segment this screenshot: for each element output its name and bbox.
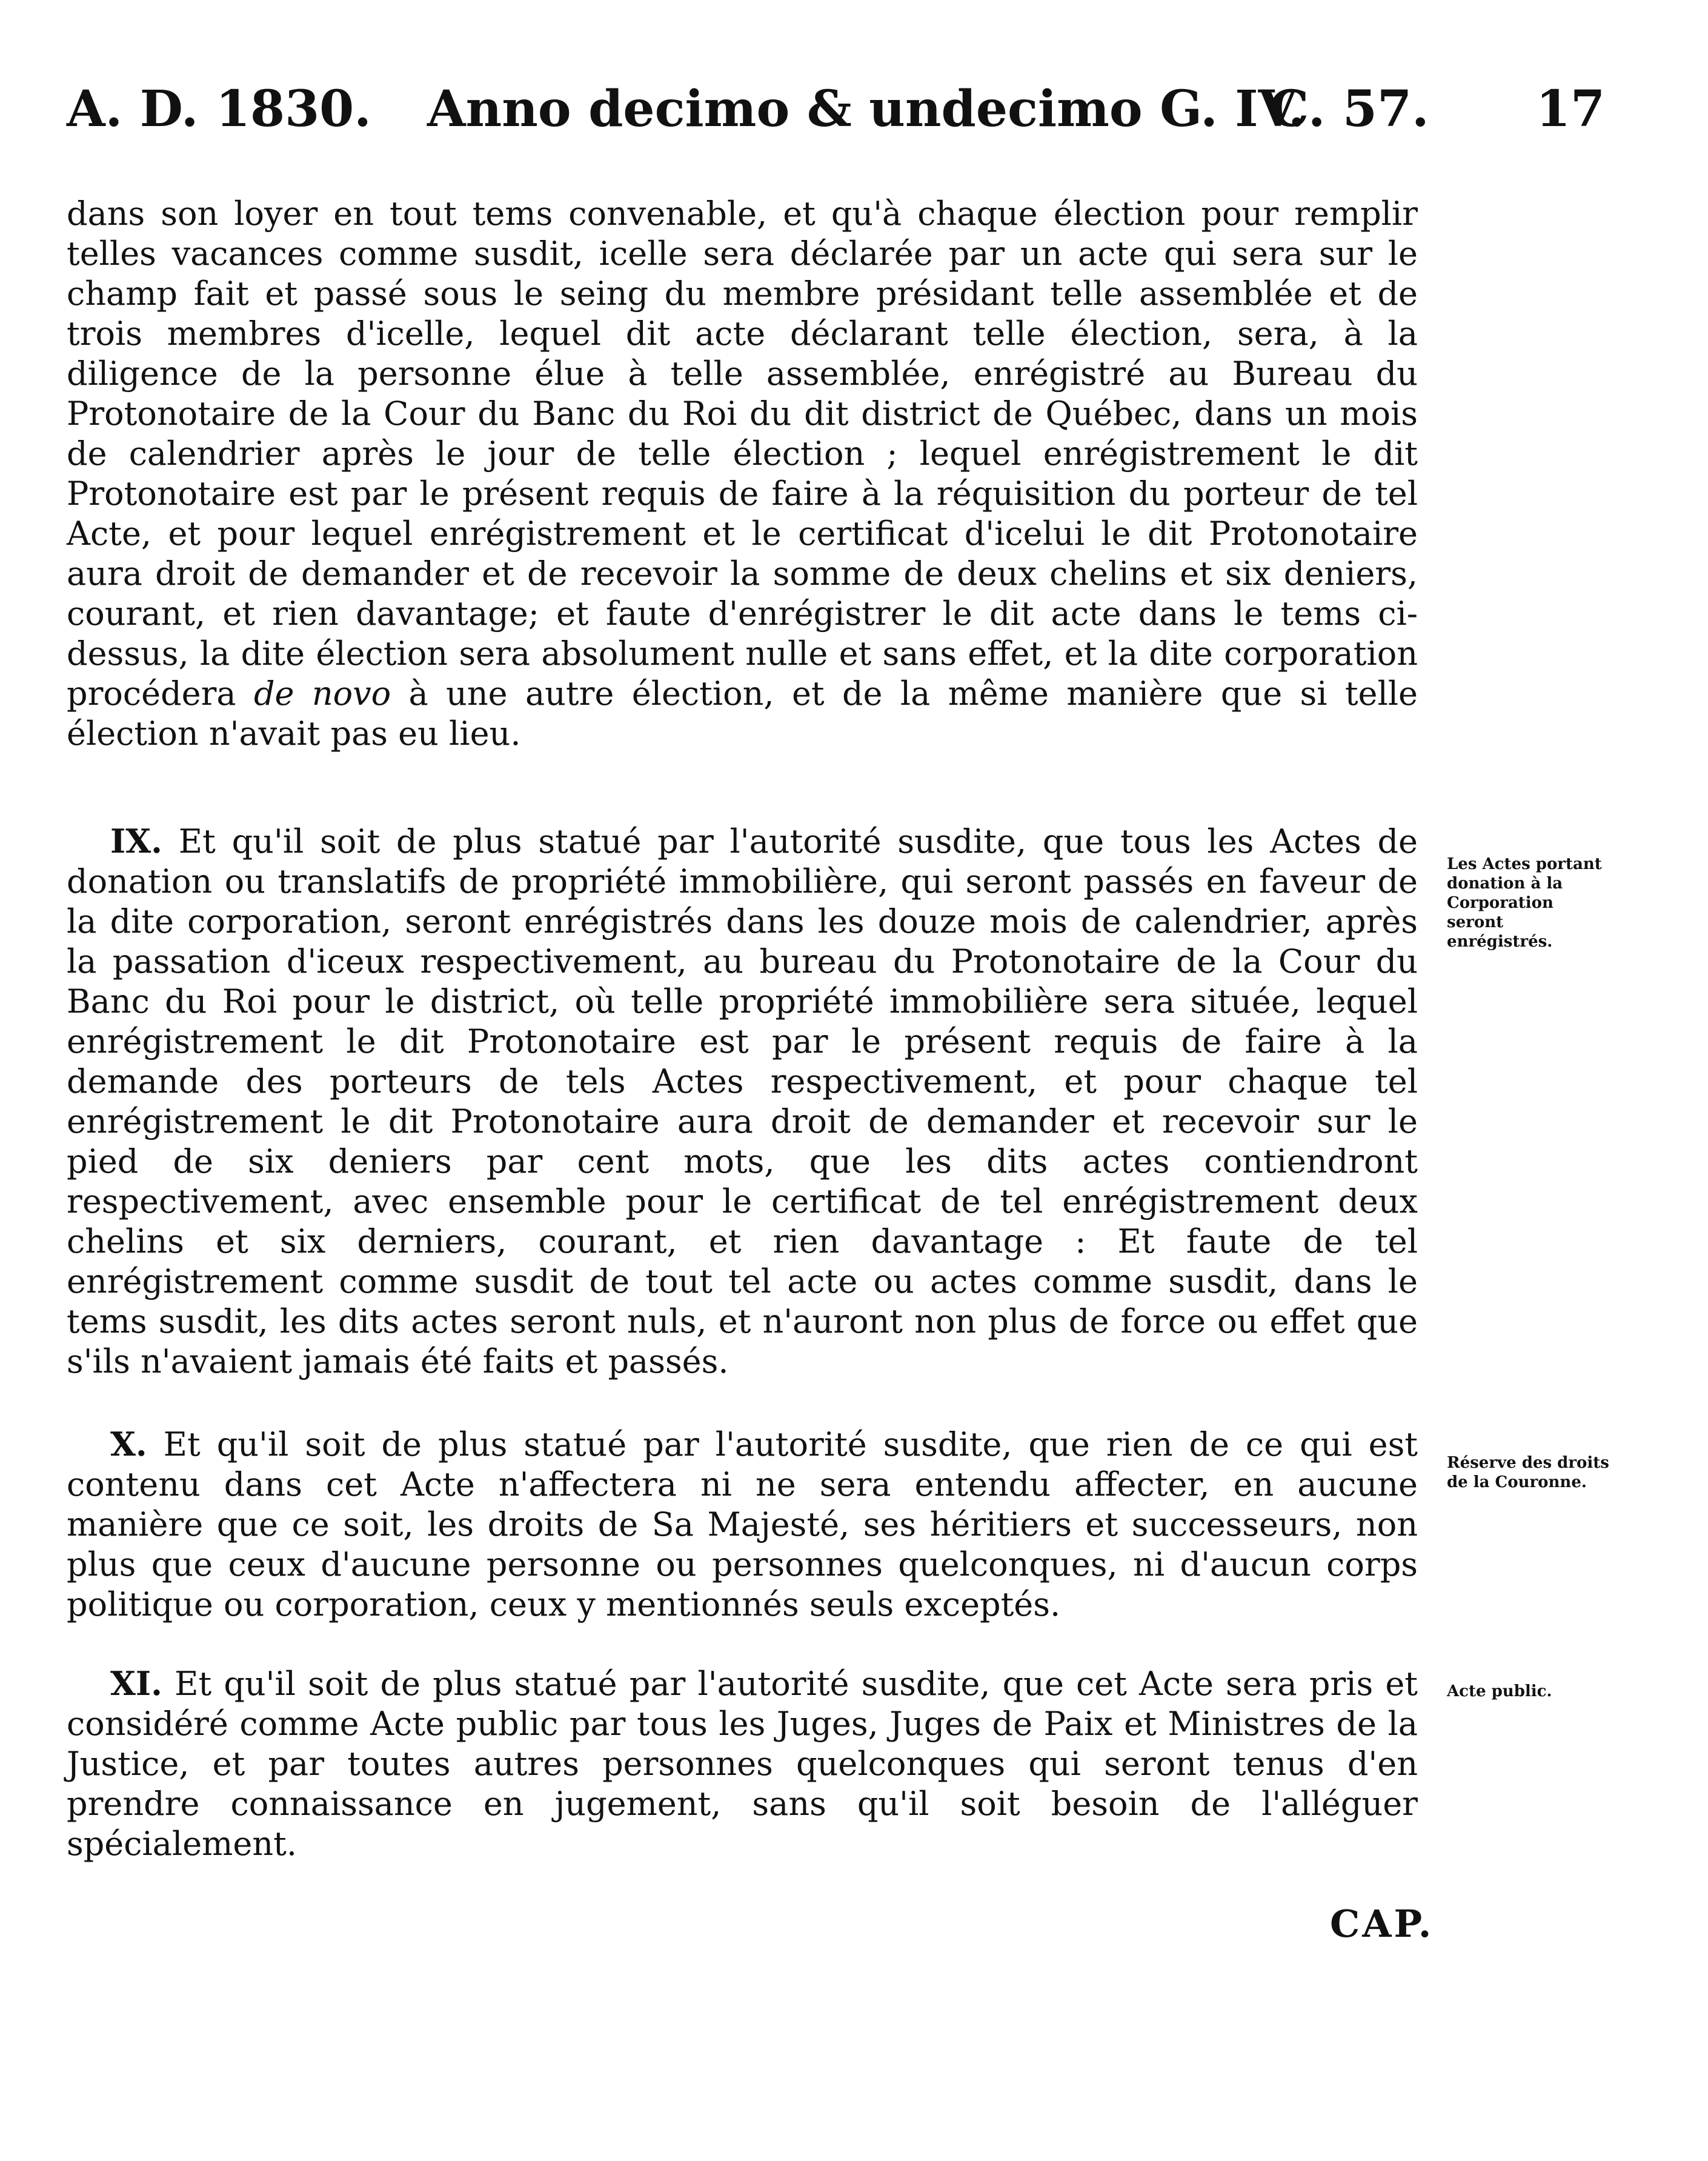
section-ix xyxy=(67,821,1418,1382)
margin-note-public-act: Acte public. xyxy=(1447,1682,1552,1700)
section-number: XI. xyxy=(110,1664,162,1703)
section-x xyxy=(67,1424,1418,1625)
section-number: IX. xyxy=(110,822,162,861)
margin-note-registration: Les Actes portant donation à la Corporation seront enrégistrés. xyxy=(1447,855,1602,951)
header-year: A. D. 1830. xyxy=(67,80,371,138)
section-text: Et qu'il soit de plus statué par l'autorité susdite, que cet Acte sera pris et considéré comme Acte public par tous les Juges, Juges de Paix et Ministres de la Justice, et par toutes autres personnes quelconques qui seront tenus d'en prendre connaissance en jugement, sans qu'il soit besoin de l'alléguer spécialement. xyxy=(67,1665,1418,1863)
section-text: Et qu'il soit de plus statué par l'autorité susdite, que rien de ce qui est contenu dans cet Acte n'affectera ni ne sera entendu affecter, en aucune manière que ce soit, les droits de Sa Majesté, ses héritiers et successeurs, non plus que ceux d'aucune personne ou personnes quelconques, ni d'aucun corps politique ou corporation, ceux y mentionnés seuls exceptés. xyxy=(67,1425,1418,1623)
header-chapter: C. 57. xyxy=(1269,80,1429,138)
section-text: Et qu'il soit de plus statué par l'autorité susdite, que tous les Actes de donation ou translatifs de propriété immobilière, qui seront passés en faveur de la dite corporation, seront enrégistrés dans les douze mois de calendrier, après la passation d'iceux respectivement, au bureau du Protonotaire de la Cour du Banc du Roi pour le district, où telle propriété immobilière sera située, lequel enrégistrement le dit Protonotaire est par le présent requis de faire à la demande des porteurs de tels Actes respectivement, et pour chaque tel enrégistrement le dit Protonotaire aura droit de demander et recevoir sur le pied de six deniers par cent mots, que les dits actes contiendront respectivement, avec ensemble pour le certificat de tel enrégistrement deux chelins et six derniers, courant, et rien davantage : Et faute de tel enrégistrement comme susdit de tout tel acte ou actes comme susdit, dans le tems susdit, les dits actes seront nuls, et n'auront non plus de force ou effet que s'ils n'avaient jamais été faits et passés. xyxy=(67,822,1418,1380)
section-xi xyxy=(67,1663,1418,1864)
header-title: Anno decimo & undecimo G. IV. xyxy=(427,80,1306,138)
page-number: 17 xyxy=(1536,80,1606,138)
section-number: X. xyxy=(110,1425,147,1463)
paragraph-text-end: à une autre élection, et de la même manière que si telle élection n'avait pas eu lieu. xyxy=(67,674,1418,753)
paragraph-continued xyxy=(67,194,1418,754)
margin-note-crown-rights: Réserve des droits de la Couronne. xyxy=(1447,1454,1609,1491)
paragraph-italic-phrase: de novo xyxy=(253,674,391,713)
paragraph-text: dans son loyer en tout tems convenable, et qu'à chaque élection pour remplir telles vacances comme susdit, icelle sera déclarée par un acte qui sera sur le champ fait et passé sous le seing du membre présidant telle assemblée et de trois membres d'icelle, lequel dit acte déclarant telle élection, sera, à la diligence de la personne élue à telle assemblée, enrégistré au Bureau du Protonotaire de la Cour du Banc du Roi du dit district de Québec, dans un mois de calendrier après le jour de telle élection ; lequel enrégistrement le dit Protonotaire est par le présent requis de faire à la réquisition du porteur de tel Acte, et pour lequel enrégistrement et le certificat d'icelui le dit Protonotaire aura droit de demander et de recevoir la somme de deux chelins et six deniers, courant, et rien davantage; et faute d'enrégistrer le dit acte dans le tems ci-dessus, la dite élection sera absolument nulle et sans effet, et la dite corporation procédera xyxy=(67,195,1418,713)
catchword: CAP. xyxy=(1330,1902,1434,1946)
